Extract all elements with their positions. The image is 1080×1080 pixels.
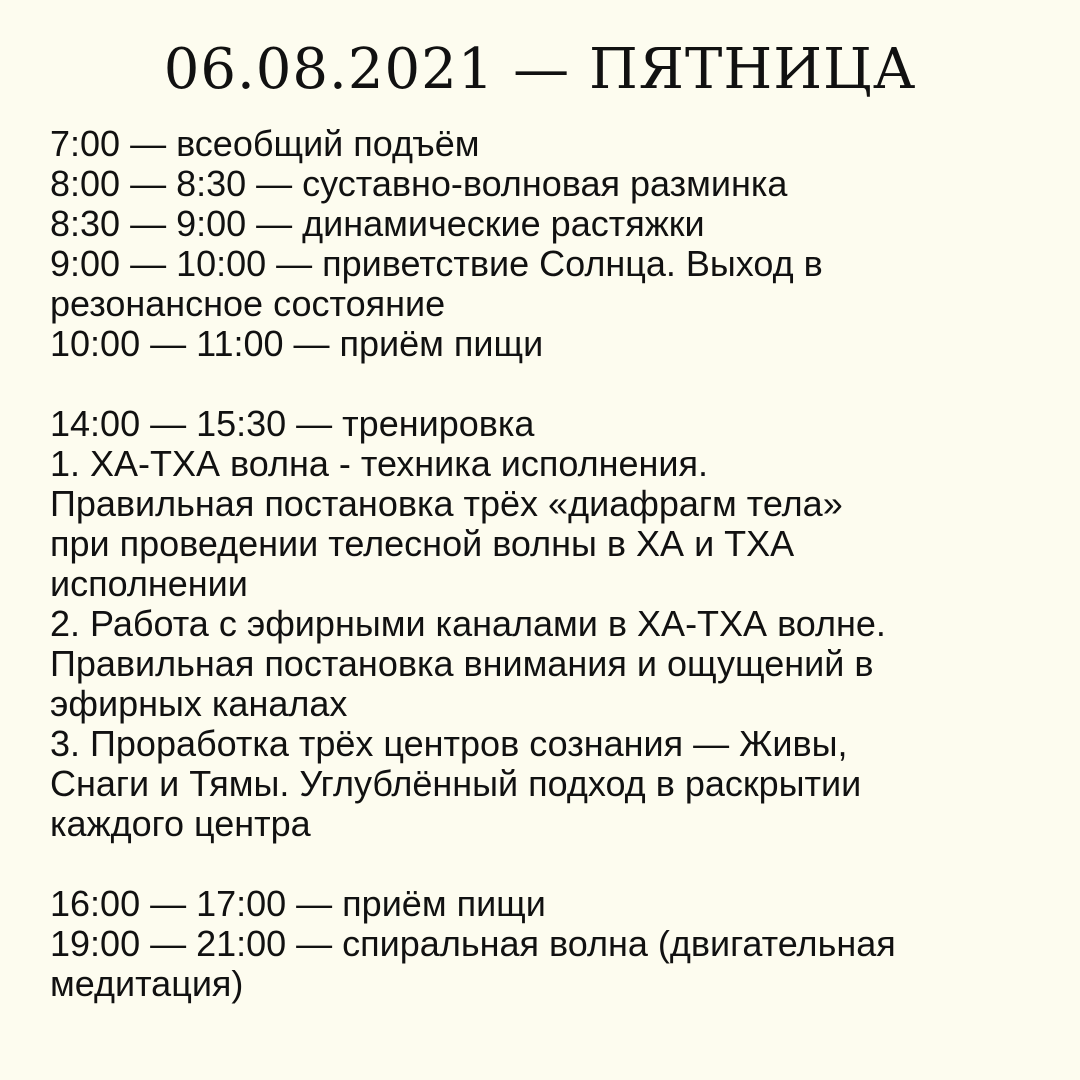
schedule-line: резонансное состояние (50, 283, 446, 324)
schedule-line: 8:30 — 9:00 — динамические растяжки (50, 203, 705, 244)
schedule-line: 2. Работа с эфирными каналами в ХА-ТХА волне. (50, 603, 886, 644)
schedule-line: при проведении телесной волны в ХА и ТХА (50, 523, 795, 564)
schedule-line: исполнении (50, 563, 248, 604)
paragraph-gap (50, 364, 1050, 404)
schedule-line: 16:00 — 17:00 — приём пищи (50, 883, 546, 924)
schedule-line: 10:00 — 11:00 — приём пищи (50, 323, 544, 364)
page-title: 06.08.2021 — ПЯТНИЦА (163, 37, 917, 102)
schedule-text (50, 124, 1050, 1004)
schedule-line: каждого центра (50, 803, 311, 844)
schedule-line: 9:00 — 10:00 — приветствие Солнца. Выход в (50, 243, 823, 284)
schedule-line: 7:00 — всеобщий подъём (50, 123, 480, 164)
schedule-line: 8:00 — 8:30 — суставно-волновая разминка (50, 163, 788, 204)
schedule-line: Правильная постановка внимания и ощущений в (50, 643, 874, 684)
schedule-line: эфирных каналах (50, 683, 348, 724)
schedule-line: 14:00 — 15:30 — тренировка (50, 403, 535, 444)
schedule-line: 3. Проработка трёх центров сознания — Живы, (50, 723, 848, 764)
schedule-line: 19:00 — 21:00 — спиральная волна (двигательная (50, 923, 896, 964)
schedule-line: 1. ХА-ТХА волна - техника исполнения. (50, 443, 709, 484)
paragraph-gap (50, 844, 1050, 884)
schedule-line: медитация) (50, 963, 244, 1004)
schedule-line: Правильная постановка трёх «диафрагм тела» (50, 483, 843, 524)
schedule-line: Снаги и Тямы. Углублённый подход в раскрытии (50, 763, 862, 804)
